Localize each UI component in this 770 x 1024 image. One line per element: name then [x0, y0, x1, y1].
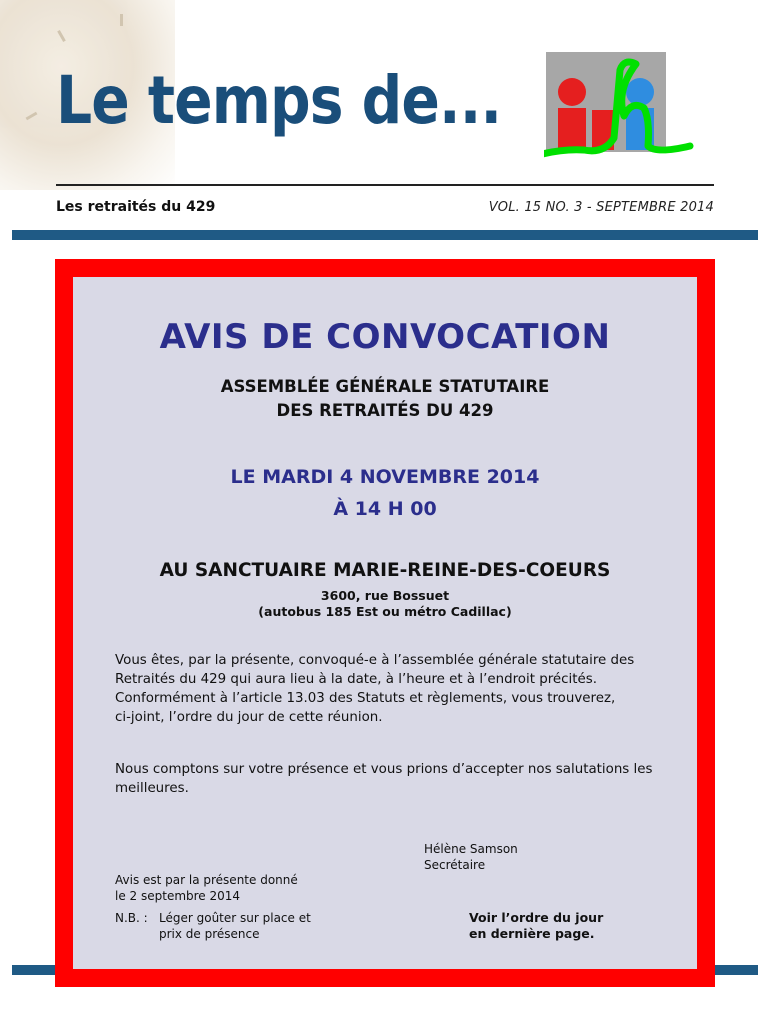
- paragraph-line: Vous êtes, par la présente, convoqué-e à l’assemblée générale statutaire des: [115, 653, 635, 668]
- assembly-heading: [73, 375, 697, 423]
- clock-tick-mark: [26, 112, 38, 121]
- paragraph-line: ci-joint, l’ordre du jour de cette réunion.: [115, 710, 383, 725]
- issue-info: VOL. 15 NO. 3 - SEPTEMBRE 2014: [488, 200, 714, 215]
- signatory-title: Secrétaire: [424, 858, 486, 872]
- nb-note: [115, 910, 311, 942]
- logo-red-figure-head: [558, 78, 586, 106]
- notice-given-line: le 2 septembre 2014: [115, 889, 241, 903]
- masthead-title: Le temps de...: [56, 62, 502, 139]
- nb-line: prix de présence: [159, 927, 260, 941]
- notice-title: AVIS DE CONVOCATION: [159, 317, 611, 357]
- logo-red-figure-body: [558, 108, 586, 150]
- publisher-name: Les retraités du 429: [56, 199, 216, 215]
- venue-address: [73, 588, 697, 620]
- venue-street: 3600, rue Bossuet: [320, 588, 450, 603]
- agenda-line: en dernière page.: [469, 926, 595, 941]
- notice-panel: [73, 277, 697, 969]
- signatory-name: Hélène Samson: [424, 842, 518, 856]
- meeting-time-line: À 14 H 00: [333, 498, 437, 520]
- agenda-reference: [469, 910, 603, 942]
- closing-paragraph: [115, 760, 675, 798]
- notice-given-date: [115, 872, 298, 904]
- association-logo: [544, 50, 694, 170]
- assembly-heading-line: DES RETRAITÉS DU 429: [276, 401, 494, 420]
- nb-text: [159, 910, 311, 942]
- paragraph-line: Conformément à l’article 13.03 des Statuts et règlements, vous trouverez,: [115, 691, 616, 706]
- meeting-date: [73, 461, 697, 525]
- header-rule: [56, 184, 714, 186]
- assembly-heading-line: ASSEMBLÉE GÉNÉRALE STATUTAIRE: [220, 377, 550, 396]
- venue-transit: (autobus 185 Est ou métro Cadillac): [258, 604, 512, 619]
- meeting-venue: AU SANCTUAIRE MARIE-REINE-DES-COEURS: [159, 560, 611, 581]
- signature-block: [424, 841, 518, 873]
- nb-line: Léger goûter sur place et: [159, 911, 311, 925]
- logo-blue-figure-head: [626, 78, 654, 106]
- convocation-paragraph: [115, 651, 675, 727]
- clock-tick-mark: [120, 14, 123, 26]
- notice-red-frame: [55, 259, 715, 987]
- paragraph-line: meilleures.: [115, 781, 189, 796]
- paragraph-line: Retraités du 429 qui aura lieu à la date, à l’heure et à l’endroit précités.: [115, 672, 597, 687]
- notice-given-line: Avis est par la présente donné: [115, 873, 298, 887]
- top-blue-band: [12, 230, 758, 240]
- nb-label: N.B. :: [115, 911, 148, 925]
- paragraph-line: Nous comptons sur votre présence et vous prions d’accepter nos salutations les: [115, 762, 653, 777]
- clock-tick-mark: [57, 30, 66, 42]
- meeting-date-line: LE MARDI 4 NOVEMBRE 2014: [230, 466, 540, 488]
- agenda-line: Voir l’ordre du jour: [469, 910, 604, 925]
